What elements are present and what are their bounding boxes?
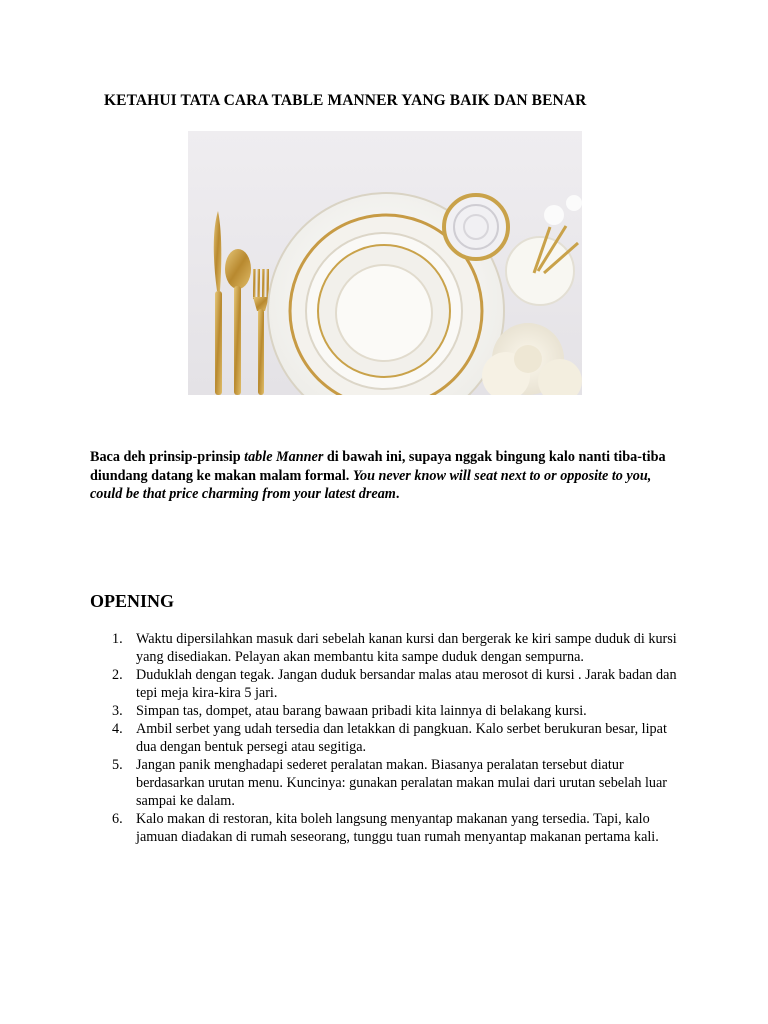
list-item	[90, 810, 690, 846]
intro-text-2: di bawah ini, supaya nggak bingung kalo nanti tiba-tiba diundang datang ke makan malam formal.	[90, 449, 666, 484]
list-item-number: 2.	[112, 667, 123, 683]
section-heading: OPENING	[90, 591, 175, 611]
list-item-number: 6.	[112, 811, 123, 827]
intro-italic-1: table Manner	[244, 449, 324, 465]
table-setting-photo	[188, 131, 582, 395]
intro-text-3: .	[395, 486, 400, 503]
intro-paragraph	[90, 448, 680, 504]
list-item	[90, 630, 690, 666]
list-item-text: Kalo makan di restoran, kita boleh langsung menyantap makanan yang tersedia. Tapi, kalo jamuan diadakan di rumah seseorang, tunggu tuan rumah menyantap makanan pertama kali.	[136, 811, 659, 845]
list-item	[90, 720, 690, 756]
list-item	[90, 702, 690, 720]
page-title: KETAHUI TATA CARA TABLE MANNER YANG BAIK DAN BENAR	[104, 92, 587, 109]
list-item	[90, 666, 690, 702]
list-item-number: 5.	[112, 757, 123, 773]
list-item-number: 1.	[112, 631, 123, 647]
list-item	[90, 756, 690, 810]
list-item-text: Waktu dipersilahkan masuk dari sebelah kanan kursi dan bergerak ke kiri sampe duduk di kursi yang disediakan. Pelayan akan membantu kita sampe duduk dengan sempurna.	[136, 631, 677, 665]
list-item-text: Jangan panik menghadapi sederet peralatan makan. Biasanya peralatan tersebut diatur berdasarkan urutan menu. Kuncinya: gunakan peralatan makan mulai dari urutan sebelah luar sampai ke dalam.	[136, 757, 668, 809]
list-item-text: Duduklah dengan tegak. Jangan duduk bersandar malas atau merosot di kursi . Jarak badan dan tepi meja kira-kira 5 jari.	[136, 667, 677, 701]
list-item-number: 3.	[112, 703, 123, 719]
list-item-text: Simpan tas, dompet, atau barang bawaan pribadi kita lainnya di belakang kursi.	[136, 703, 587, 719]
intro-text-1: Baca deh prinsip-prinsip	[90, 449, 245, 465]
opening-list	[90, 630, 690, 846]
list-item-text: Ambil serbet yang udah tersedia dan letakkan di pangkuan. Kalo serbet berukuran besar, lipat dua dengan bentuk persegi atau segitiga.	[136, 721, 667, 755]
intro-italic-2: You never know will seat next to or opposite to you, could be that price charming from your latest dream	[90, 467, 652, 503]
list-item-number: 4.	[112, 721, 123, 737]
